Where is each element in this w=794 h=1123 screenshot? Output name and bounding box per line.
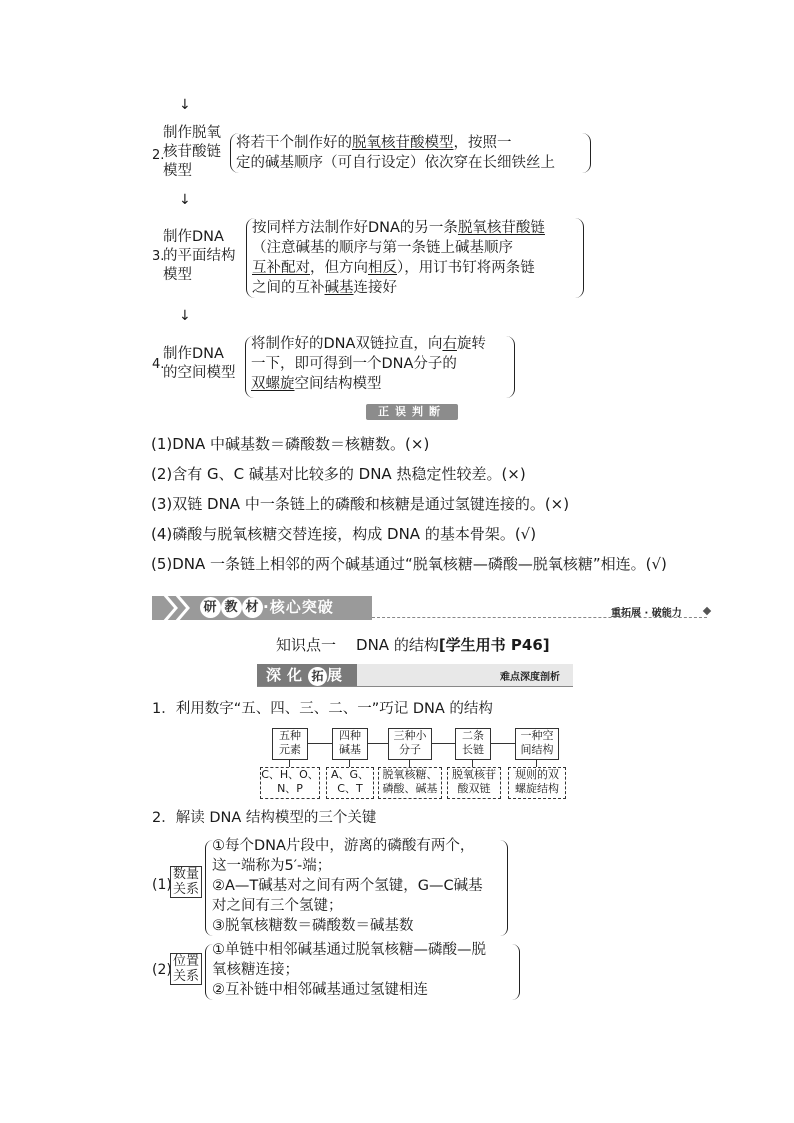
banner-char: 材 <box>242 597 263 618</box>
bracket-right <box>582 133 591 173</box>
key-label: 位置 关系 <box>170 953 202 985</box>
step-number: 2. <box>152 148 165 163</box>
diagram-detail-box: C、H、O、 N、P <box>260 767 320 799</box>
arrow-3: ↓ <box>179 308 191 324</box>
step-number: 3. <box>152 249 165 264</box>
judgement-item: (3)双链 DNA 中一条链上的磷酸和核糖是通过氢键连接的。(×) <box>151 495 570 513</box>
key-number: (1) <box>152 877 172 893</box>
deep-banner-right: 难点深度剖析 <box>500 672 560 683</box>
judgement-item: (5)DNA 一条链上相邻的两个碱基通过“脱氧核糖—磷酸—脱氧核糖”相连。(√) <box>151 555 667 573</box>
banner-char: 研 <box>200 597 221 618</box>
key-label: 数量 关系 <box>170 866 202 898</box>
diamond-icon <box>703 607 711 615</box>
judgement-list <box>151 434 667 574</box>
judgement-item: (2)含有 G、C 碱基对比较多的 DNA 热稳定性较差。(×) <box>151 465 526 483</box>
step-number: 4. <box>152 357 165 372</box>
banner-char: 展 <box>327 666 349 684</box>
arrow-1: ↓ <box>179 97 191 113</box>
step-content: 将制作好的DNA双链拉直，向右旋转 一下，即可得到一个DNA分子的 双螺旋空间结构模型 <box>251 336 486 392</box>
banner-char: 化 <box>287 666 309 684</box>
judge-header: 正误判断 <box>366 404 458 420</box>
heading-2: 2．解读 DNA 结构模型的三个关键 <box>152 810 377 826</box>
diagram-detail-box: 脱氧核苷 酸双链 <box>447 767 501 799</box>
bracket-right <box>506 336 515 398</box>
textbook-ref: [学生用书 P46] <box>438 636 550 654</box>
step-content: 按同样方法制作好DNA的另一条脱氧核苷酸链 （注意碱基的顺序与第一条链上碱基顺序 互补配对，但方向相反），用订书钉将两条链 之间的互补碱基连接好 <box>252 220 545 296</box>
diagram-detail-box: A、G、 C、T <box>326 767 374 799</box>
judgement-item: (4)磷酸与脱氧核糖交替连接，构成 DNA 的基本骨架。(√) <box>151 525 537 543</box>
step-title: 制作DNA 的空间模型 <box>163 346 236 381</box>
diagram-box: 三种小 分子 <box>388 728 432 760</box>
diagram-box: 四种 碱基 <box>332 728 368 760</box>
banner-char: 教 <box>221 597 242 618</box>
step-title: 制作DNA 的平面结构 模型 <box>163 229 236 283</box>
double-chevron-icon <box>160 592 196 624</box>
bracket-right <box>575 218 584 298</box>
banner-right-text: 重拓展 · 破能力 <box>611 608 682 619</box>
knowledge-point-title: 知识点一 DNA 的结构[学生用书 P46] <box>276 636 550 654</box>
judgement-item: (1)DNA 中碱基数＝磷酸数＝核糖数。(×) <box>151 435 430 453</box>
arrow-2: ↓ <box>179 192 191 208</box>
banner-title-rest: ·核心突破 <box>263 598 334 616</box>
diagram-box: 二条 长链 <box>455 728 491 760</box>
step-content: 将若干个制作好的脱氧核苷酸模型，按照一 定的碱基顺序（可自行设定）依次穿在长细铁丝上 <box>236 135 555 171</box>
diagram-detail-box: 规则的双 螺旋结构 <box>508 767 566 799</box>
diagram-detail-box: 脱氧核糖、 磷酸、碱基 <box>378 767 442 799</box>
diagram-box: 一种空 间结构 <box>515 728 559 760</box>
banner-char: 深 <box>266 666 288 684</box>
key-number: (2) <box>152 962 172 978</box>
banner-char: 拓 <box>308 667 327 686</box>
heading-1: 1．利用数字“五、四、三、二、一”巧记 DNA 的结构 <box>152 701 493 717</box>
step-title: 制作脱氧 核苷酸链 模型 <box>163 125 221 179</box>
diagram-box: 五种 元素 <box>272 728 308 760</box>
